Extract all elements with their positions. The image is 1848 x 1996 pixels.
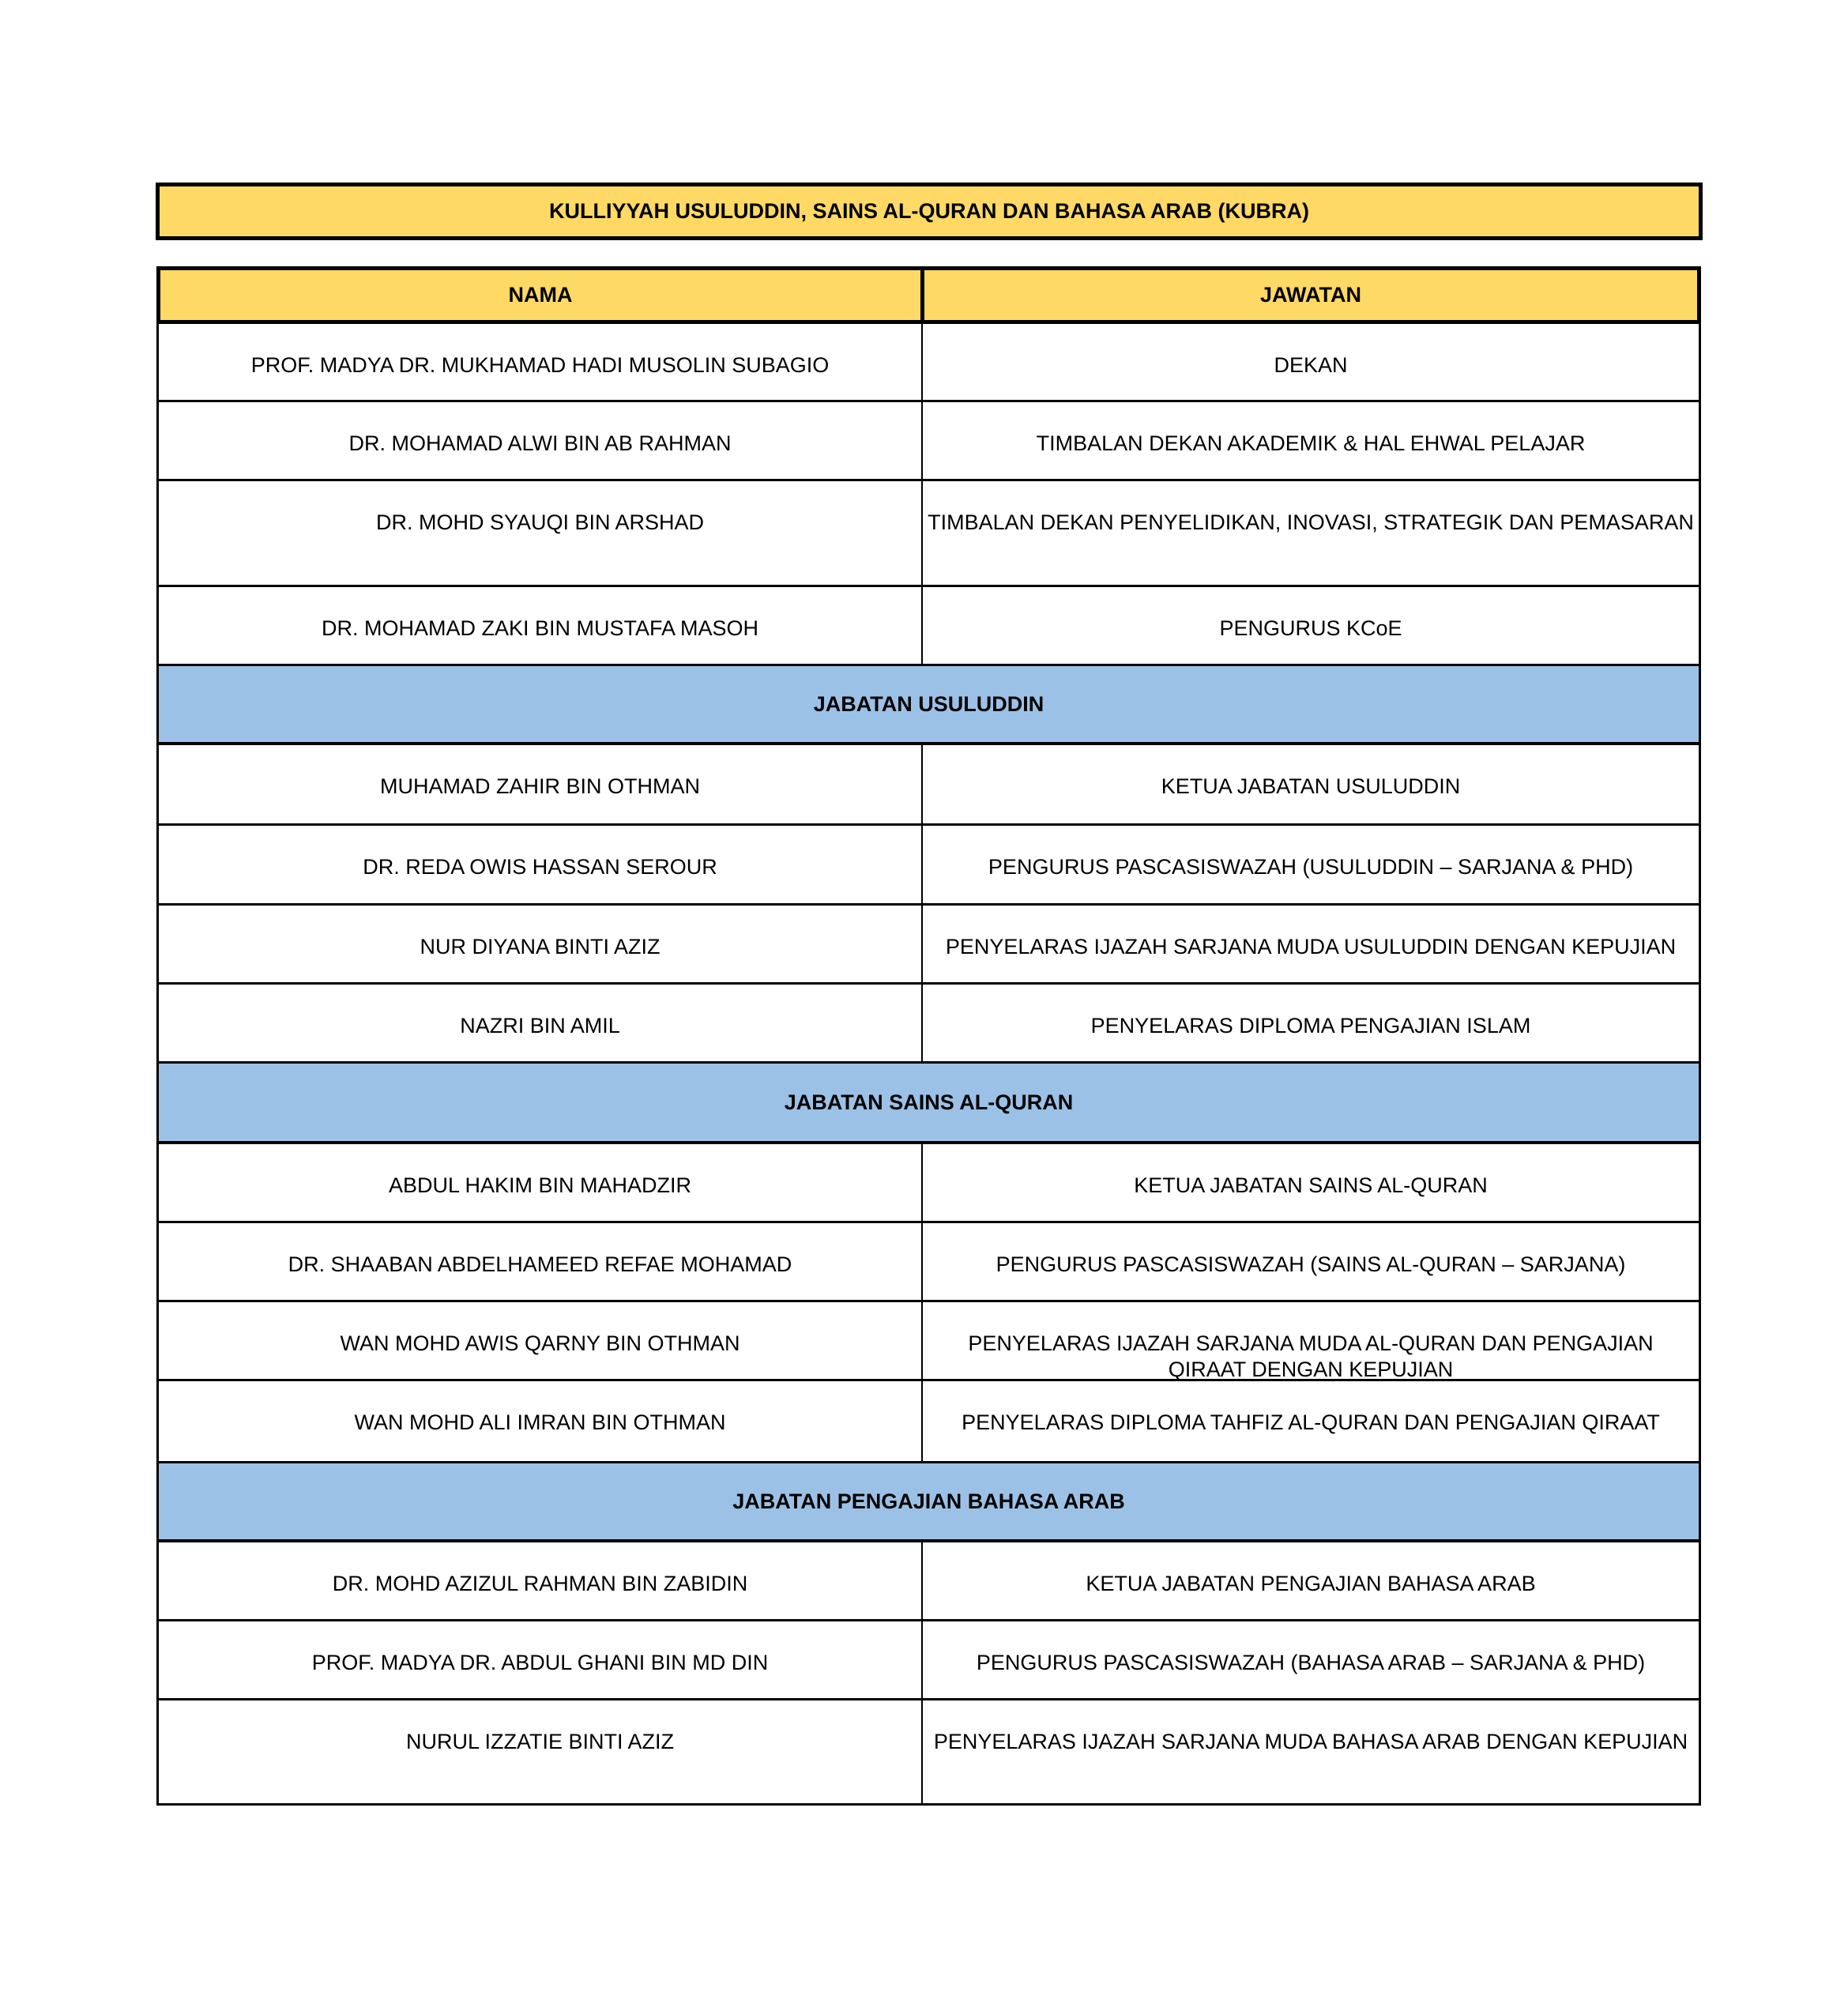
table-row — [156, 985, 1701, 1064]
position-cell: PENYELARAS IJAZAH SARJANA MUDA AL-QURAN DAN PENGAJIAN QIRAAT DENGAN KEPUJIAN — [968, 1331, 1654, 1381]
position-cell: KETUA JABATAN USULUDDIN — [1161, 774, 1461, 798]
table-header-row — [156, 266, 1701, 324]
table-row — [156, 1621, 1701, 1700]
name-cell: ABDUL HAKIM BIN MAHADZIR — [159, 1144, 923, 1221]
staff-table — [156, 266, 1701, 1806]
position-cell: PENGURUS PASCASISWAZAH (BAHASA ARAB – SARJANA & PHD) — [976, 1651, 1646, 1674]
column-header-nama: NAMA — [160, 270, 924, 320]
table-row — [156, 402, 1701, 481]
name-cell: WAN MOHD ALI IMRAN BIN OTHMAN — [159, 1381, 923, 1461]
name-cell: DR. MOHAMAD ALWI BIN AB RAHMAN — [159, 402, 923, 479]
position-cell: PENGURUS KCoE — [1219, 616, 1402, 640]
name-cell: PROF. MADYA DR. MUKHAMAD HADI MUSOLIN SUBAGIO — [159, 324, 923, 400]
position-cell: PENGURUS PASCASISWAZAH (USULUDDIN – SARJANA & PHD) — [988, 855, 1634, 879]
table-row — [156, 1223, 1701, 1302]
table-row — [156, 1302, 1701, 1381]
table-row — [156, 745, 1701, 826]
section-header-sains-al-quran: JABATAN SAINS AL-QURAN — [156, 1064, 1701, 1144]
column-header-jawatan: JAWATAN — [1260, 283, 1361, 307]
position-cell: KETUA JABATAN SAINS AL-QURAN — [1134, 1173, 1488, 1197]
name-cell: DR. REDA OWIS HASSAN SEROUR — [159, 826, 923, 903]
table-row — [156, 1700, 1701, 1806]
position-cell: KETUA JABATAN PENGAJIAN BAHASA ARAB — [1086, 1572, 1536, 1595]
faculty-title: KULLIYYAH USULUDDIN, SAINS AL-QURAN DAN BAHASA ARAB (KUBRA) — [156, 183, 1703, 240]
position-cell: PENYELARAS IJAZAH SARJANA MUDA USULUDDIN DENGAN KEPUJIAN — [945, 935, 1677, 958]
table-row — [156, 587, 1701, 666]
table-row — [156, 1542, 1701, 1621]
table-row — [156, 1381, 1701, 1463]
table-row — [156, 826, 1701, 906]
position-cell: TIMBALAN DEKAN AKADEMIK & HAL EHWAL PELAJAR — [1036, 431, 1586, 455]
name-cell: DR. MOHAMAD ZAKI BIN MUSTAFA MASOH — [159, 587, 923, 664]
section-header-usuluddin: JABATAN USULUDDIN — [156, 666, 1701, 745]
table-row — [156, 324, 1701, 402]
name-cell: DR. MOHD AZIZUL RAHMAN BIN ZABIDIN — [159, 1542, 923, 1619]
name-cell: PROF. MADYA DR. ABDUL GHANI BIN MD DIN — [159, 1621, 923, 1698]
position-cell: PENYELARAS IJAZAH SARJANA MUDA BAHASA ARAB DENGAN KEPUJIAN — [933, 1730, 1688, 1753]
name-cell: NAZRI BIN AMIL — [159, 985, 923, 1061]
table-row — [156, 481, 1701, 587]
position-cell: DEKAN — [1274, 353, 1348, 377]
name-cell: DR. SHAABAN ABDELHAMEED REFAE MOHAMAD — [159, 1223, 923, 1300]
position-cell: PENYELARAS DIPLOMA PENGAJIAN ISLAM — [1090, 1014, 1531, 1038]
position-cell: PENGURUS PASCASISWAZAH (SAINS AL-QURAN – SARJANA) — [996, 1252, 1626, 1276]
name-cell: MUHAMAD ZAHIR BIN OTHMAN — [159, 745, 923, 823]
name-cell: NURUL IZZATIE BINTI AZIZ — [159, 1700, 923, 1803]
name-cell: WAN MOHD AWIS QARNY BIN OTHMAN — [159, 1302, 923, 1379]
table-row — [156, 906, 1701, 985]
position-cell: PENYELARAS DIPLOMA TAHFIZ AL-QURAN DAN PENGAJIAN QIRAAT — [962, 1410, 1660, 1434]
name-cell: NUR DIYANA BINTI AZIZ — [159, 906, 923, 982]
table-row — [156, 1144, 1701, 1223]
name-cell: DR. MOHD SYAUQI BIN ARSHAD — [159, 481, 923, 585]
position-cell: TIMBALAN DEKAN PENYELIDIKAN, INOVASI, STRATEGIK DAN PEMASARAN — [928, 510, 1694, 534]
section-header-pengajian-bahasa-arab: JABATAN PENGAJIAN BAHASA ARAB — [156, 1463, 1701, 1542]
